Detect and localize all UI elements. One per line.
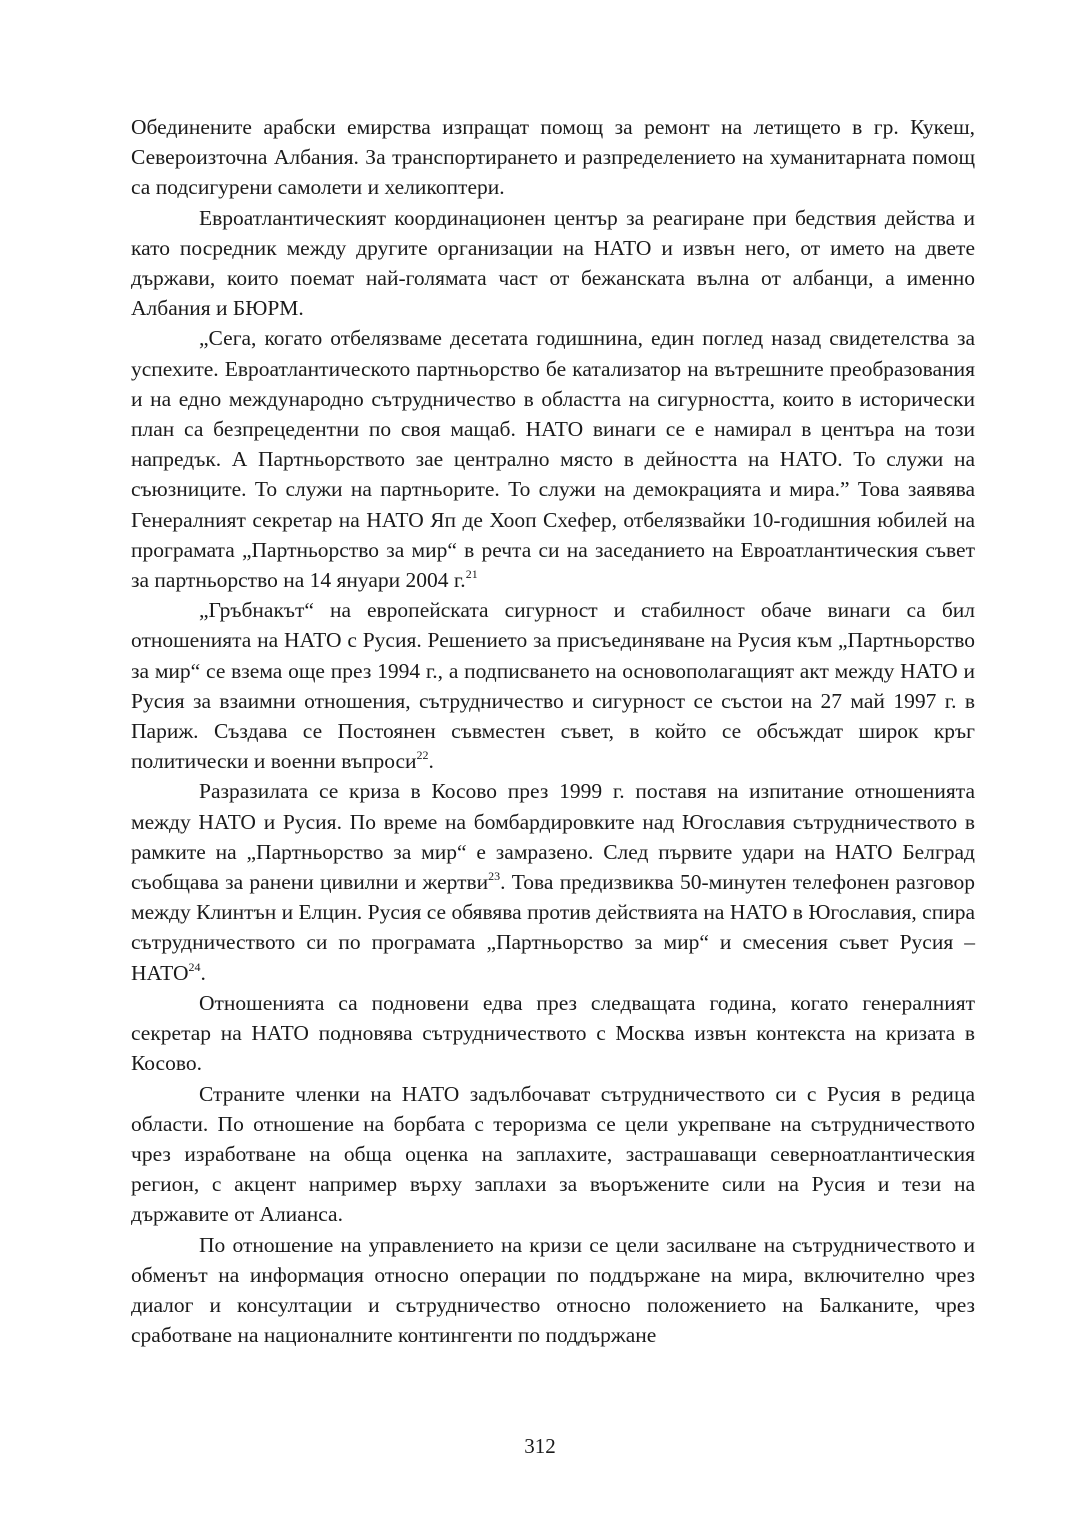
paragraph [131,988,975,1079]
paragraph-text: . Това предизвиква 50-минутен телефонен разговор между Клинтън и Елцин. Русия се обявява против действията на НАТО в Югославия, спира сътрудничеството си по програмата „Партньорство за мир“ и смесения съвет Русия – НАТО [131,870,975,985]
paragraph-continuation [131,112,975,203]
paragraph-quote [131,323,975,595]
paragraph-tail: . [428,749,434,774]
paragraph-text: Страните членки на НАТО задълбочават сътрудничеството си с Русия в редица области. По отношение на борбата с тероризма се цели укрепване на сътрудничеството чрез изработване на обща оценка на заплахите, застрашаващи северноатлантическия регион, с акцент например върху заплахи за въоръжените сили на Русия и тези на държавите от Алианса. [131,1081,975,1227]
paragraph [131,776,975,987]
paragraph-text: „Гръбнакът“ на европейската сигурност и стабилност обаче винаги са бил отношенията на НАТО с Русия. Решението за присъединяване на Русия към „Партньорство за мир“ се взема още през 1994 г., а подписването на основополагащият акт между НАТО и Русия за взаимни отношения, сътрудничество и сигурност се състои на 27 май 1997 г. в Париж. Създава се Постоянен съвместен съвет, в който се обсъждат широк кръг политически и военни въпроси [131,598,975,774]
paragraph-text: Отношенията са подновени едва през следващата година, когато генералният секретар на НАТО подновява сътрудничеството с Москва извън контекста на кризата в Косово. [131,990,975,1076]
body-text [131,112,975,1350]
page-number: 312 [524,1434,556,1458]
footnote-ref-22[interactable]: 22 [416,748,429,763]
footnote-ref-24[interactable]: 24 [188,959,201,974]
paragraph-text: „Сега, когато отбелязваме десетата годишнина, един поглед назад свидетелства за успехите. Евроатлантическото партньорство бе катализатор на вътрешните преобразования и на едно международно сътрудничество в областта на сигурността, които в исторически план са безпрецедентни по своя мащаб. НАТО винаги се е намирал в центъра на този напредък. А Партньорството зае централно място в дейността на НАТО. То служи на съюзниците. То служи на партньорите. То служи на демокрацията и мира.” Това заявява Генералният секретар на НАТО Яп де Хооп Схефер, отбелязвайки 10-годишния юбилей на програмата „Партньорство за мир“ в речта си на заседанието на Евроатлантическия съвет за партньорство на 14 януари 2004 г. [131,326,975,593]
paragraph-tail: . [200,960,206,985]
paragraph-text: Евроатлантическият координационен център за реагиране при бедствия действа и като посредник между другите организации на НАТО и извън него, от името на двете държави, които поемат най-голямата част от бежанската вълна от албанци, а именно Албания и БЮРМ. [131,205,975,321]
paragraph [131,595,975,776]
footnote-ref-21[interactable]: 21 [465,566,478,581]
paragraph [131,203,975,324]
paragraph-text: По отношение на управлението на кризи се цели засилване на сътрудничеството и обменът на информация относно операции по поддържане на мира, включително чрез диалог и консултации и сътрудничество относно положението на Балканите, чрез сработване на националните контингенти по поддържане [131,1232,975,1348]
paragraph-text: Разразилата се криза в Косово през 1999 г. поставя на изпитание отношенията между НАТО и Русия. По време на бомбардировките над Югославия сътрудничеството в рамките на „Партньорство за мир“ е замразено. След първите удари на НАТО Белград съобщава за ранени цивилни и жертви [131,779,975,895]
footnote-ref-23[interactable]: 23 [488,868,501,883]
paragraph [131,1079,975,1230]
paragraph-text: Обединените арабски емирства изпращат помощ за ремонт на летището в гр. Кукеш, Североизточна Албания. За транспортирането и разпределението на хуманитарната помощ са подсигурени самолети и хеликоптери. [131,115,975,200]
paragraph-continues [131,1230,975,1351]
